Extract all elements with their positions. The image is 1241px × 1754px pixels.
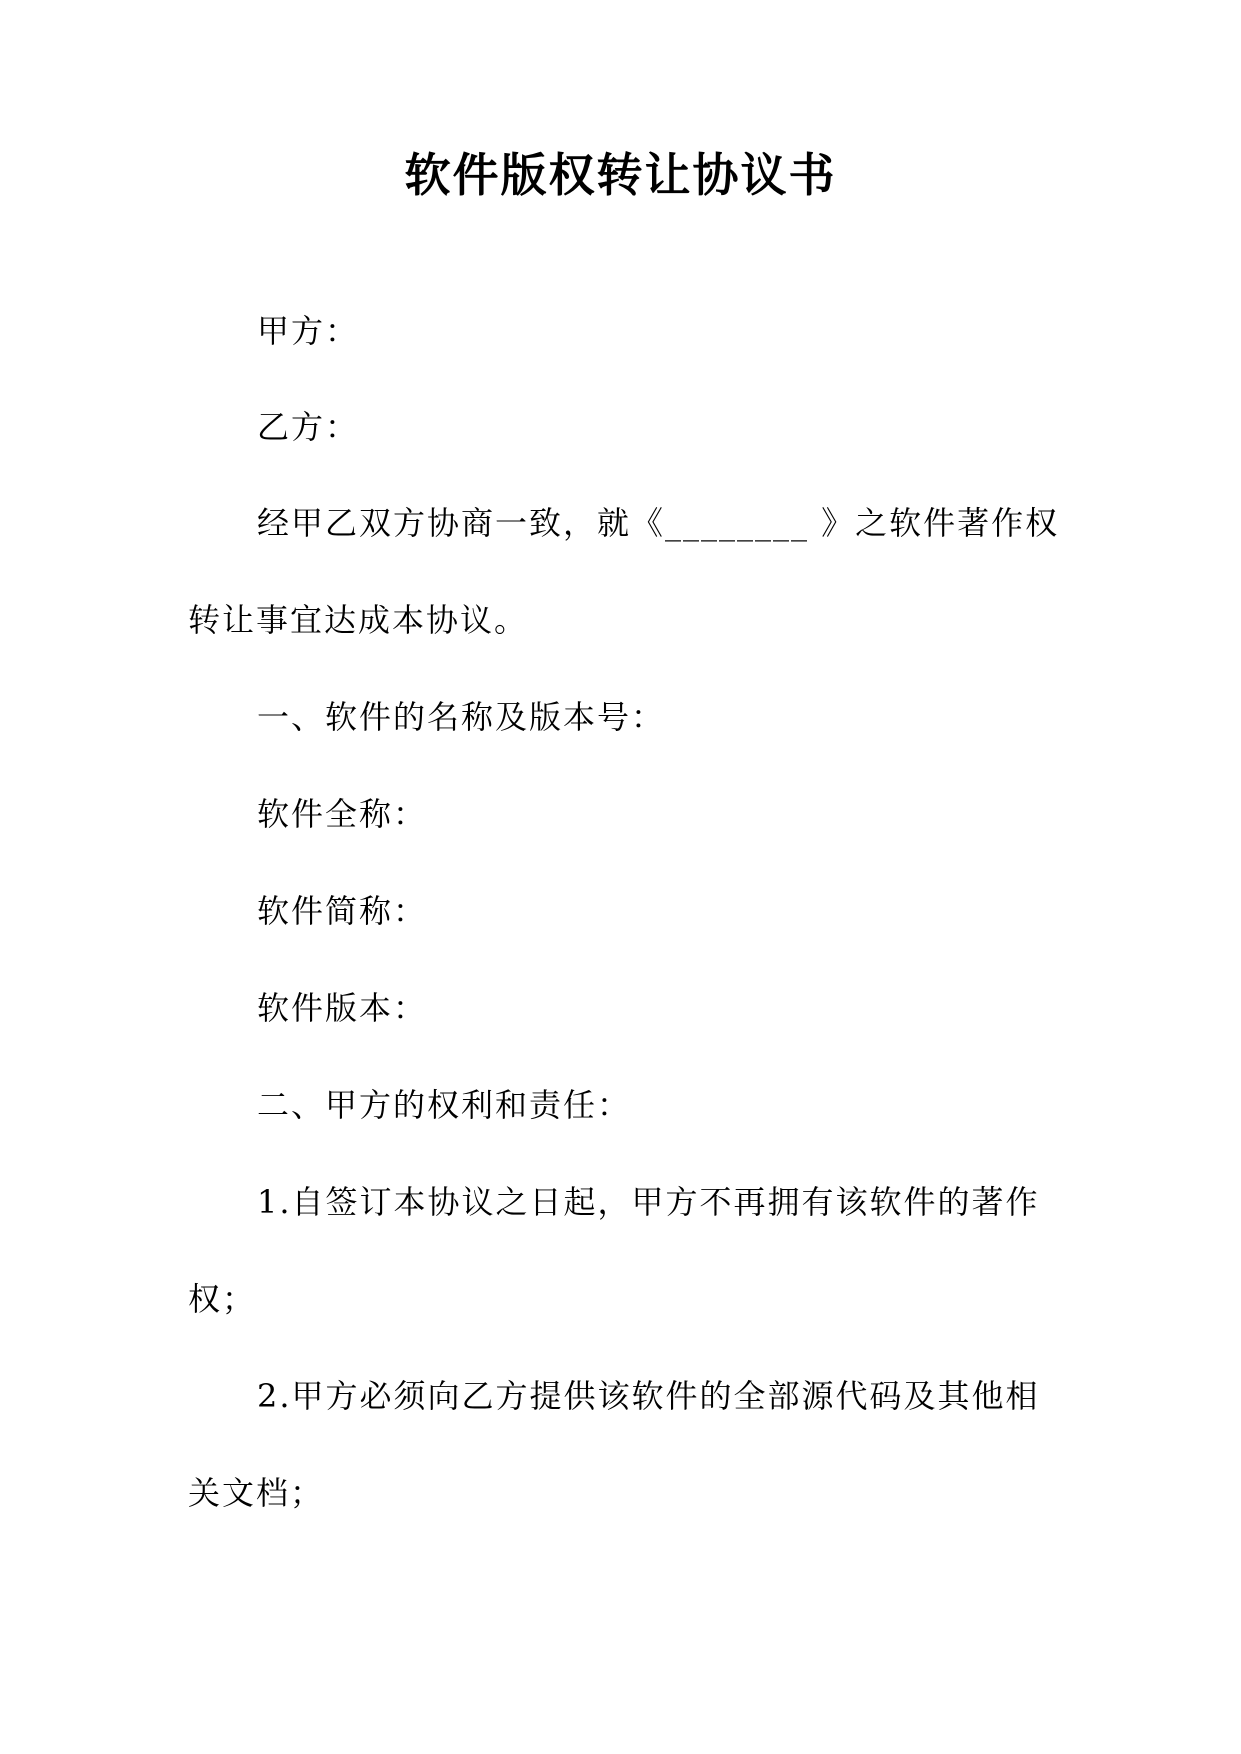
section-2-heading: 二、甲方的权利和责任：: [257, 1086, 632, 1124]
document-title: 软件版权转让协议书: [404, 148, 837, 202]
software-full-name-line: 软件全称：: [257, 795, 428, 833]
clause-2-line-2: 关文档；: [188, 1474, 325, 1512]
clause-2-line-1: 2.甲方必须向乙方提供该软件的全部源代码及其他相: [257, 1377, 1040, 1415]
party-b-line: 乙方：: [257, 408, 360, 446]
software-short-name-line: 软件简称：: [257, 892, 428, 930]
section-1-heading: 一、软件的名称及版本号：: [257, 698, 666, 736]
preamble-line-2: 转让事宜达成本协议。: [188, 601, 529, 639]
software-version-line: 软件版本：: [257, 989, 428, 1027]
party-a-line: 甲方：: [257, 312, 360, 350]
preamble-line-1: 经甲乙双方协商一致，就《________ 》之软件著作权: [257, 504, 1060, 542]
clause-1-line-2: 权；: [188, 1280, 257, 1318]
clause-1-line-1: 1.自签订本协议之日起，甲方不再拥有该软件的著作: [257, 1183, 1040, 1221]
